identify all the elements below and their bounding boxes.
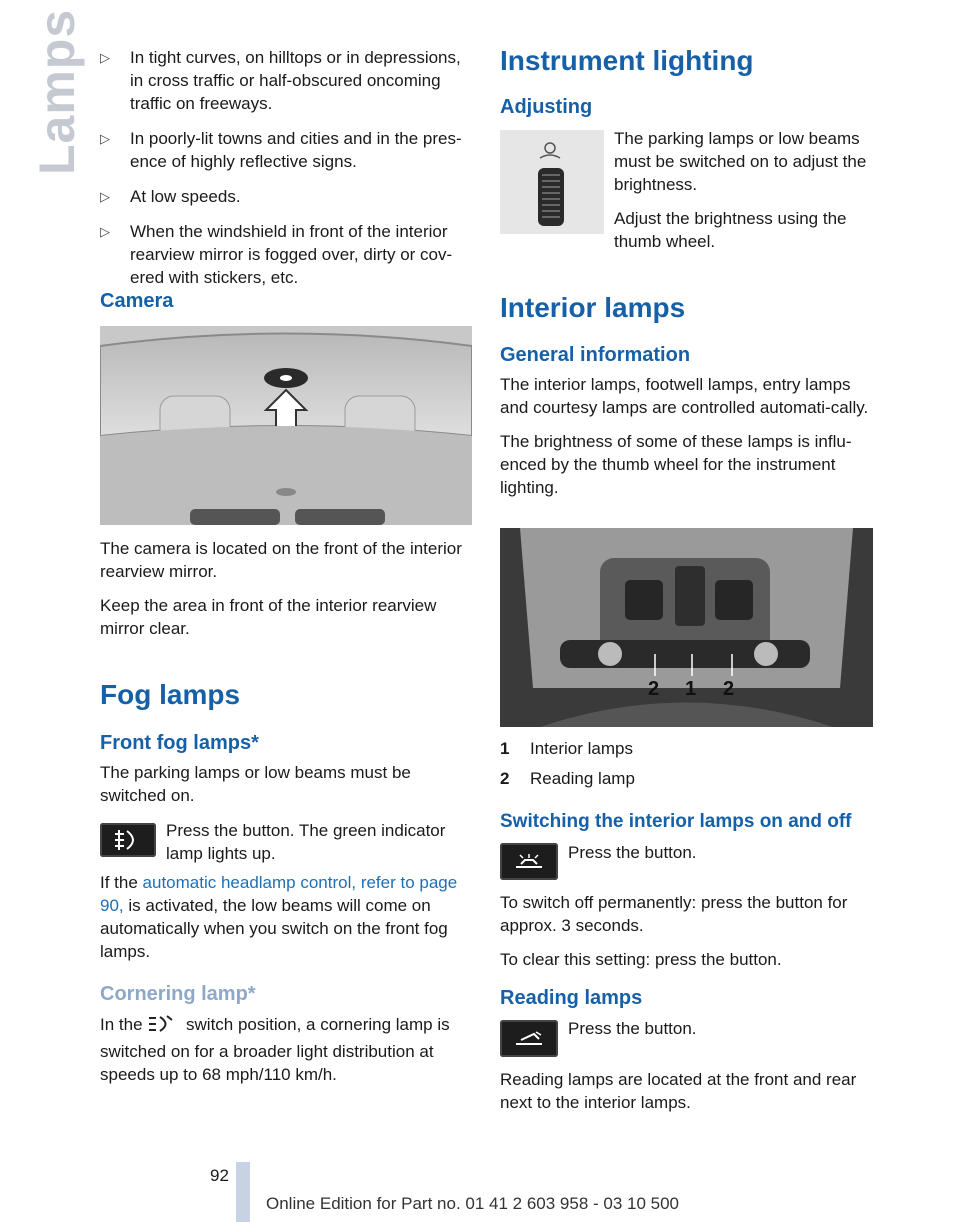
reading-press-text: Press the button. — [568, 1019, 697, 1038]
auto-headlamp-text: If the automatic headlamp control, refer to page 90, is activated, the low beams will come on automatically when you switch on the front fog lamps. — [100, 873, 458, 961]
general-text: The interior lamps, footwell lamps, entry lamps and courtesy lamps are controlled automati-cally. The brightness of some of these lamps is influ-enced by the thumb wheel for the instrument lighting. — [500, 375, 869, 497]
general-information-heading: General information — [500, 344, 691, 366]
interior-lamps-heading: Interior lamps — [500, 292, 686, 323]
list-item: ▷ In poorly-lit towns and cities and in the pres-ence of highly reflective signs. — [100, 129, 462, 171]
triangle-bullet-icon: ▷ — [100, 50, 110, 65]
bullet-list — [100, 46, 474, 301]
instrument-lighting-heading: Instrument lighting — [500, 45, 754, 76]
adjusting-heading: Adjusting — [500, 96, 593, 118]
front-fog-heading: Front fog lamps* — [100, 732, 259, 754]
triangle-bullet-icon: ▷ — [100, 224, 110, 239]
callout-label: 2 — [648, 678, 660, 700]
list-item: ▷ When the windshield in front of the interior rearview mirror is fogged over, dirty or cov-ered with stickers, etc. — [100, 222, 453, 287]
cornering-text: In the switch position, a cornering lamp is switched on for a broader light distribution at speeds up to 68 mph/110 km/h. — [100, 1015, 450, 1084]
legend-list — [500, 737, 876, 790]
legend-item: 2 Reading lamp — [500, 769, 635, 788]
interior-lamp-button-icon — [500, 843, 558, 880]
list-item: ▷ In tight curves, on hilltops or in depressions, in cross traffic or half-obscured oncoming traffic on freeways. — [100, 48, 461, 113]
camera-image — [100, 326, 472, 525]
camera-heading: Camera — [100, 290, 174, 312]
cornering-switch-icon — [147, 1014, 181, 1040]
side-tab: Lamps — [29, 8, 85, 175]
footer-bar — [236, 1162, 250, 1222]
callout-label: 1 — [685, 678, 697, 700]
edition-footer: Online Edition for Part no. 01 41 2 603 958 - 03 10 500 — [266, 1194, 680, 1213]
fog-lamps-heading: Fog lamps — [100, 679, 241, 710]
reading-lamp-button-icon — [500, 1020, 558, 1057]
fog-lamp-button-icon — [100, 823, 156, 857]
overhead-console-image — [500, 528, 873, 727]
legend-item: 1 Interior lamps — [500, 739, 633, 758]
camera-text: The camera is located on the front of the interior rearview mirror. Keep the area in front of the interior rearview mirror clear. — [100, 539, 462, 638]
switching-press-text: Press the button. — [568, 843, 697, 862]
reading-text: Reading lamps are located at the front and rear next to the interior lamps. — [500, 1070, 857, 1112]
cornering-heading: Cornering lamp* — [100, 983, 256, 1005]
page-90-link[interactable]: automatic headlamp control, refer to page 90, — [100, 873, 458, 915]
list-item: ▷ At low speeds. — [100, 187, 241, 206]
adjusting-text: The parking lamps or low beams must be switched on to adjust the brightness. Adjust the brightness using the thumb wheel. — [614, 129, 867, 251]
switching-heading: Switching the interior lamps on and off — [500, 811, 852, 832]
fog-press-text: Press the button. The green indicator lamp lights up. — [166, 821, 446, 863]
front-fog-text: The parking lamps or low beams must be switched on. — [100, 763, 411, 805]
reading-lamps-heading: Reading lamps — [500, 987, 643, 1009]
thumb-wheel-image — [500, 130, 604, 234]
triangle-bullet-icon: ▷ — [100, 131, 110, 146]
triangle-bullet-icon: ▷ — [100, 189, 110, 204]
page-number: 92 — [210, 1166, 229, 1185]
switching-text: To switch off permanently: press the button for approx. 3 seconds. To clear this setting: press the button. — [500, 893, 848, 969]
callout-label: 2 — [723, 678, 735, 700]
